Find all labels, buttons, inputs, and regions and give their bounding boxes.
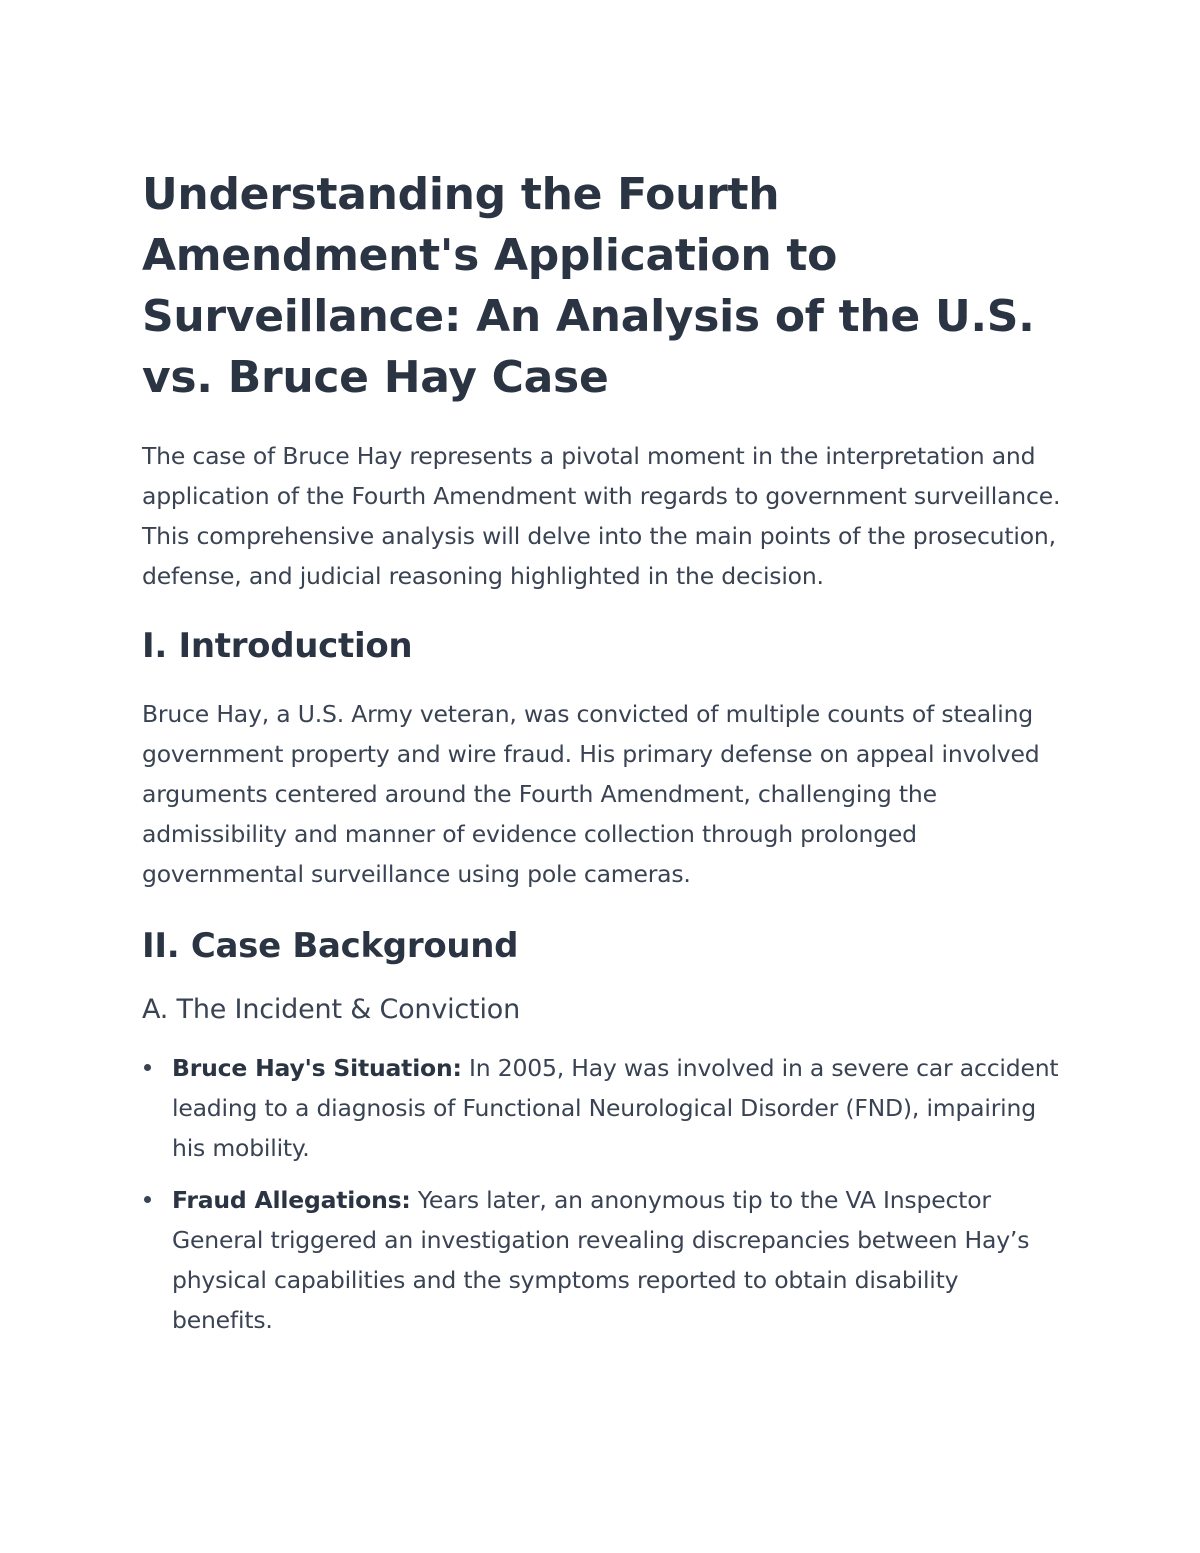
list-item: [142, 1048, 1062, 1168]
list-item-term: Fraud Allegations:: [172, 1186, 411, 1214]
list-item: [142, 1180, 1062, 1340]
section-heading-introduction: I. Introduction: [142, 626, 413, 666]
introduction-paragraph: Bruce Hay, a U.S. Army veteran, was convicted of multiple counts of stealing government property and wire fraud. His primary defense on appeal involved arguments centered around the Fourth Amendment, challenging the admissibility and manner of evidence collection through prolonged governmental surveillance using pole cameras.: [142, 700, 1040, 888]
document-title: Understanding the Fourth Amendment's Application to Surveillance: An Analysis of the U.S. vs. Bruce Hay Case: [142, 169, 1035, 403]
document-page: [142, 164, 1062, 1352]
background-list: [142, 1048, 1062, 1340]
intro-paragraph: The case of Bruce Hay represents a pivotal moment in the interpretation and application of the Fourth Amendment with regards to government surveillance. This comprehensive analysis will delve into the main points of the prosecution, defense, and judicial reasoning highlighted in the decision.: [142, 442, 1061, 590]
subheading-incident-conviction: A. The Incident & Conviction: [142, 994, 520, 1025]
list-item-text: In 2005, Hay was involved in a severe car accident leading to a diagnosis of Functional Neurological Disorder (FND), impairing his mobility.: [172, 1054, 1059, 1162]
section-heading-case-background: II. Case Background: [142, 926, 519, 966]
list-item-term: Bruce Hay's Situation:: [172, 1054, 462, 1082]
list-item-text: Years later, an anonymous tip to the VA Inspector General triggered an investigation revealing discrepancies between Hay’s physical capabilities and the symptoms reported to obtain disability benefits.: [172, 1186, 1030, 1334]
bullet-icon: [144, 1196, 151, 1203]
bullet-icon: [144, 1064, 151, 1071]
